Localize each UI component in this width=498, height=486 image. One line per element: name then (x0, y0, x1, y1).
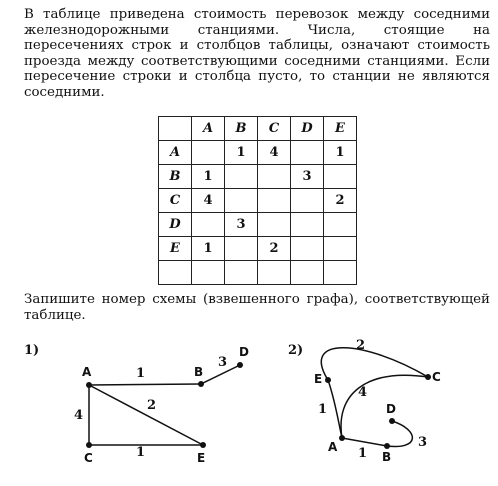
graph2-edge-ea (328, 380, 342, 438)
graph1-edge-ab (89, 384, 201, 385)
column-header: E (324, 117, 357, 141)
graph2-node-c (425, 374, 431, 380)
row-header: E (159, 237, 192, 261)
graph1-weight-ce: 1 (136, 445, 146, 460)
graph2-number: 2) (288, 343, 304, 358)
table-cell: 1 (324, 141, 357, 165)
question-paragraph: Запишите номер схемы (взвешенного графа), соответствующей таблице. (24, 292, 490, 323)
graph2-label-c: C (432, 370, 441, 384)
graph1-weight-bd: 3 (218, 355, 228, 370)
graph1-label-a: A (82, 365, 92, 379)
graph2-node-b (384, 443, 390, 449)
graph1-number: 1) (24, 343, 40, 358)
graph2-edge-ac (341, 375, 428, 438)
table-cell: 3 (291, 165, 324, 189)
row-header: D (159, 213, 192, 237)
graph2-weight-ec: 2 (356, 338, 366, 353)
graph1-weight-ab: 1 (136, 366, 146, 381)
graph2-weight-ab: 1 (358, 446, 368, 461)
graph2-weight-ea: 1 (318, 402, 328, 417)
table-cell: 4 (258, 141, 291, 165)
table-cell: 1 (192, 165, 225, 189)
row-header: B (159, 165, 192, 189)
graph2-label-b: B (382, 450, 392, 464)
table-cell: 2 (258, 237, 291, 261)
graph1-label-e: E (197, 451, 206, 465)
graph1-label-c: C (84, 451, 93, 465)
graph2-label-e: E (314, 372, 323, 386)
graph1-weight-ae: 2 (147, 398, 157, 413)
column-header: D (291, 117, 324, 141)
graph1-edge-ae (89, 385, 203, 445)
graph2-node-a (339, 435, 345, 441)
graph2-edge-bd (387, 421, 412, 447)
graph2-node-e (325, 377, 331, 383)
graph1-node-b (198, 381, 204, 387)
table-cell: 1 (225, 141, 258, 165)
graph1-weight-ac: 4 (74, 408, 84, 423)
graph1-node-a (86, 382, 92, 388)
table-cell: 1 (192, 237, 225, 261)
graph1-label-d: D (239, 345, 249, 359)
graph2-weight-bd: 3 (418, 435, 428, 450)
row-header: A (159, 141, 192, 165)
graph2-edge-ab (342, 438, 387, 446)
graph2-label-a: A (328, 440, 338, 454)
table-cell: 3 (225, 213, 258, 237)
table-cell: 2 (324, 189, 357, 213)
graph2-node-d (389, 418, 395, 424)
graph1-node-d (237, 362, 243, 368)
graph1-label-b: B (194, 365, 204, 379)
column-header: A (192, 117, 225, 141)
column-header: C (258, 117, 291, 141)
graph2-label-d: D (386, 402, 396, 416)
graph2-weight-ac: 4 (358, 385, 368, 400)
column-header: B (225, 117, 258, 141)
graph1-node-e (200, 442, 206, 448)
row-header: C (159, 189, 192, 213)
intro-paragraph: В таблице приведена стоимость перевозок между соседними железнодорожными станциями. Числа, стоящие на пересечениях строк и столбцов таблицы, означают стоимость проезда между соответствующими соседними станциями. Если пересечение строки и столбца пусто, то станции не являются соседними. (24, 7, 490, 100)
table-cell: 4 (192, 189, 225, 213)
graph1-node-c (86, 442, 92, 448)
